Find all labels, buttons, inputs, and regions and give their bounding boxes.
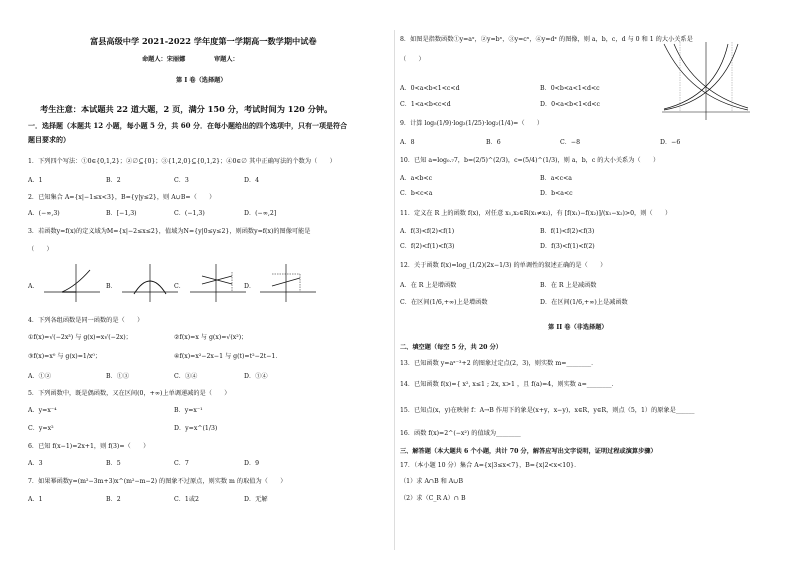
q2-option-a: A．(−∞,3) [28,210,60,217]
question-13: 13．已知函数 y=aˣ⁻³+2 的图象过定点(2，3)，则实数 m=________． [400,360,598,367]
q1-option-a: A．1 [28,177,43,184]
q3-option-d: D． [244,283,256,290]
q10-option-d: D．b<a<c [540,190,573,197]
q11-option-b: B．f(1)<f(2)<f(3) [540,228,595,235]
q3-graph-b [120,262,182,304]
q11-option-c: C．f(2)<f(1)<f(3) [400,243,455,250]
q4-item-4: ④f(x)=x²−2x−1 与 g(t)=t²−2t−1． [174,353,282,360]
q9-option-c: C．−8 [560,139,581,146]
q10-option-c: C．b<c<a [400,190,433,197]
q9-option-d: D．−6 [660,139,681,146]
q1-option-c: C．3 [174,177,189,184]
q5-option-a: A．y=x⁻⁴ [28,407,57,414]
q3-option-a: A． [28,283,39,290]
q6-option-b: B．5 [106,460,121,467]
q5-option-b: B．y=x⁻¹ [174,407,203,414]
question-17-part2: （2）求（C_R A）∩ B [400,495,466,502]
question-6: 6．已知 f(x−1)=2x+1，则 f(3)=（ ） [28,443,150,450]
section1-title: 第 I 卷（选择题） [176,77,227,84]
q7-option-d: D．无解 [244,496,268,503]
q7-option-b: B．2 [106,496,121,503]
answer-title: 三、解答题（本大题共 6 个小题，共计 70 分，解答应写出文字说明，证明过程或演算步骤） [400,448,657,455]
q1-option-b: B．2 [106,177,121,184]
question-9: 9．计算 log₅(1/9)·log₃(1/25)·log₂(1/4)=（ ） [400,120,544,127]
q4-option-d: D．①④ [244,373,268,380]
q12-option-c: C．在区间(1/6,+∞)上是增函数 [400,299,488,306]
q10-option-a: A．a<b<c [400,175,433,182]
q4-option-a: A．①② [28,373,52,380]
question-5: 5．下列函数中，既是偶函数，又在区间(0，+∞)上单调递减的是（ ） [28,390,231,397]
fill-title: 二、填空题（每空 5 分，共 20 分） [400,344,502,351]
q10-option-b: B．a<c<a [540,175,572,182]
q3-paren: （ ） [28,246,53,253]
question-16: 16．函数 f(x)=2^(−x²) 的值域为________ [400,430,521,437]
q2-option-c: C．(−1,3) [174,210,205,217]
exam-title: 富县高级中学 2021-2022 学年度第一学期高一数学期中试卷 [90,36,317,46]
q3-graph-a [42,262,104,304]
q9-option-b: B．6 [486,139,501,146]
q11-option-d: D．f(3)<f(1)<f(2) [540,243,595,250]
question-17: 17．（本小题 10 分）集合 A={x|3≤x<7}，B={x|2<x<10}． [400,462,581,469]
question-1: 1．下列四个写法：①0∈{0,1,2}；②∅⊆{0}；③{1,2,0}⊆{0,1,2}；④0∈∅ 其中正确写法的个数为（ ） [28,158,336,165]
q8-option-c: C．1<a<b<c<d [400,101,451,108]
q4-option-b: B．①③ [106,373,130,380]
q9-option-a: A．8 [400,139,415,146]
q4-option-c: C．③④ [174,373,198,380]
q12-option-b: B．在 R 上是减函数 [540,282,597,289]
q3-option-c: C． [174,283,185,290]
column-divider [394,30,395,550]
mc-intro-2: 题目要求的） [28,135,70,144]
q4-item-3: ③f(x)=x⁰ 与 g(x)=1/x⁰； [28,353,102,360]
question-2: 2．已知集合 A={x|−1≤x<3}，B={y|y≤2}，则 A∪B=（ ） [28,194,216,201]
question-14: 14．已知函数 f(x)={ x², x≤1 ; 2x, x>1 ，且 f(a)=4，则实数 a=________． [400,381,618,388]
q7-option-a: A．1 [28,496,43,503]
q8-option-d: D．0<a<b<1<d<c [540,101,601,108]
q4-item-1: ①f(x)=√(−2x³) 与 g(x)=x√(−2x)； [28,334,132,341]
section2-title: 第 II 卷（非选择题） [548,324,608,331]
question-4: 4．下列各组函数是同一函数的是（ ） [28,317,144,324]
question-7: 7．如果幂函数y=(m²−3m+3)x^(m²−m−2) 的图象不过原点，则实数 m 的取值为（ ） [28,478,287,485]
q12-option-a: A．在 R 上是增函数 [400,282,457,289]
mc-intro: 一．选择题（本题共 12 小题，每小题 5 分，共 60 分．在每小题给出的四个选项中，只有一项是符合 [28,121,347,130]
q4-item-2: ②f(x)=x 与 g(x)=√(x²)； [174,334,248,341]
q11-option-a: A．f(3)<f(2)<f(1) [400,228,455,235]
q12-option-d: D．在区间(1/6,+∞)上是减函数 [540,299,628,306]
q5-option-c: C．y=x² [28,425,54,432]
author-label: 命题人：宋丽娜 [142,56,186,63]
q5-option-d: D．y=x^(1/3) [174,425,218,432]
q8-paren: （ ） [400,56,425,63]
question-17-part1: （1）求 A∩B 和 A∪B [400,478,463,485]
q8-option-b: B．0<b<a<1<d<c [540,85,600,92]
question-3: 3．若函数y=f(x)的定义域为M={x|−2≤x≤2}，值域为N={y|0≤y≤2}，则函数y=f(x)的图像可能是 [28,228,311,235]
q8-option-a: A．0<a<b<1<c<d [400,85,460,92]
question-8: 8．如图是指数函数①y=aˣ，②y=bˣ，③y=cˣ，④y=dˣ 的图像，则 a，b，c，d 与 0 和 1 的大小关系是 [400,36,693,43]
question-12: 12．关于函数 f(x)=log_(1/2)(2x−1/3) 的单调性的叙述正确的是（ ） [400,262,607,269]
q3-graph-c [188,262,250,304]
q3-option-b: B． [106,283,117,290]
q7-option-c: C．1或2 [174,496,199,503]
q6-option-c: C．7 [174,460,189,467]
q2-option-d: D．(−∞,2] [244,210,277,217]
question-15: 15．已知点(x，y)在映射 f：A→B 作用下的象是(x+y，x−y)，x∈R，y∈R，则点（5，1）的原象是______ [400,407,695,414]
q3-graph-d [258,262,320,304]
question-10: 10．已知 a=log₀.₇7，b=(2/5)^(2/3)，c=(5/4)^(1/3)，则 a，b，c 的大小关系为（ ） [400,157,660,164]
q1-option-d: D．4 [244,177,260,184]
q2-option-b: B．[−1,3) [106,210,137,217]
q6-option-a: A．3 [28,460,43,467]
question-11: 11．定义在 R 上的函数 f(x)，对任意 x₁,x₂∈R(x₁≠x₂)，有 [f(x₁)−f(x₂)]/(x₁−x₂)>0，则（ ） [400,210,672,217]
reviewer-label: 审题人： [214,56,239,63]
notice-line: 考生注意：本试题共 22 道大题，2 页，满分 150 分，考试时间为 120 分钟。 [40,104,333,114]
q8-exponential-graphs [660,40,752,122]
q6-option-d: D．9 [244,460,260,467]
